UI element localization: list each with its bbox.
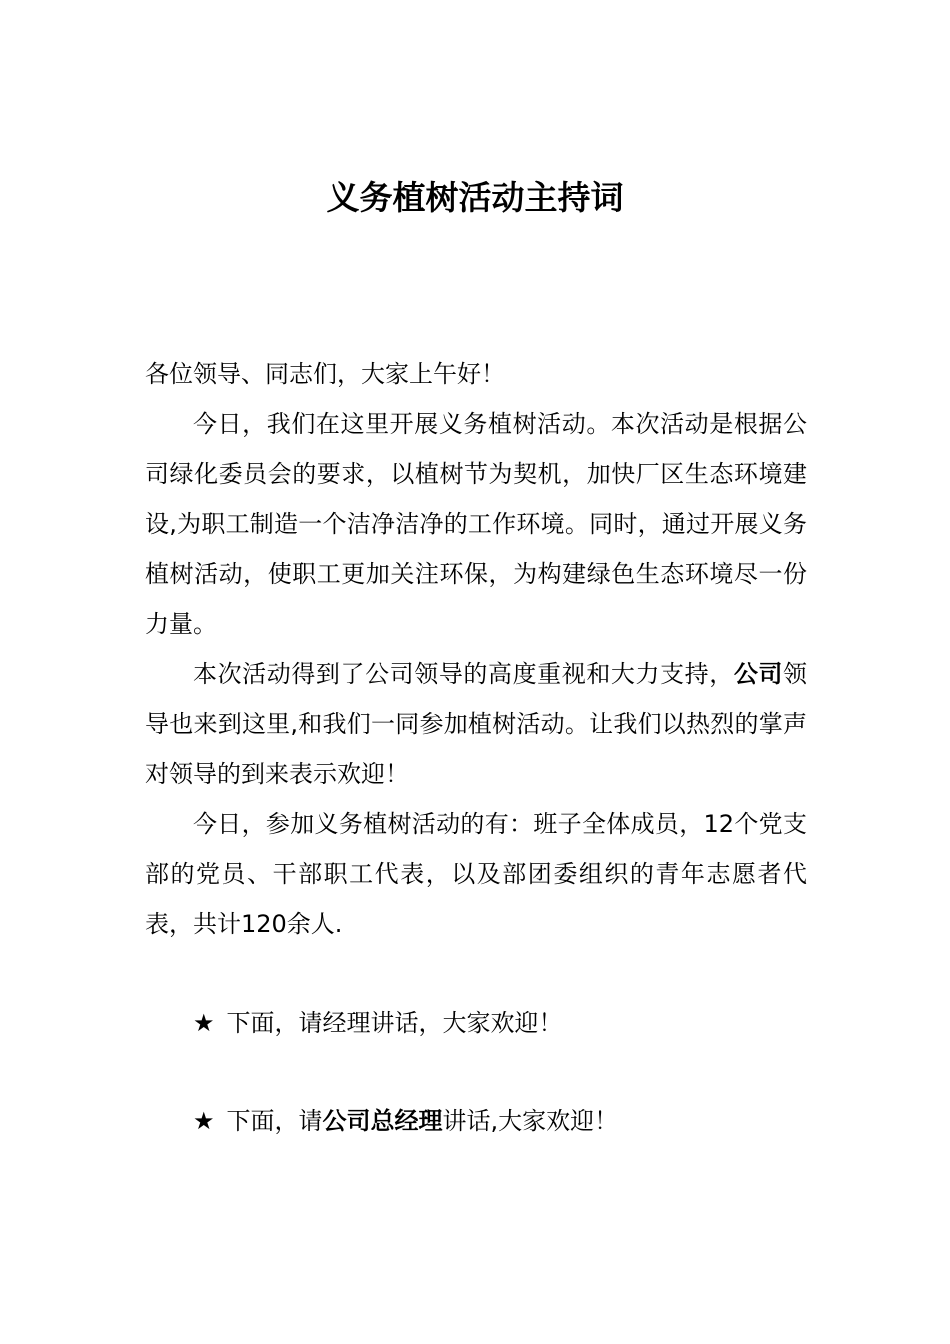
document-title: 义务植树活动主持词 [326, 178, 624, 217]
star-icon: ★ [193, 1107, 215, 1135]
star-icon: ★ [193, 1009, 215, 1037]
star-item-general-manager-speech [193, 1096, 618, 1146]
welcome-text-start: 本次活动得到了公司领导的高度重视和大力支持， [193, 660, 734, 688]
star-item-manager-speech [193, 998, 563, 1048]
star-item-bold-title: 公司总经理 [322, 1107, 443, 1135]
star-item-text-end: 讲话,大家欢迎！ [442, 1107, 619, 1135]
welcome-bold-company: 公司 [733, 660, 784, 688]
welcome-text-end: 领导也来到这里,和我们一同参加植树活动。让我们以热烈的掌声对领导的到来表示欢迎！ [145, 660, 808, 788]
star-item-text-start: 下面，请 [226, 1107, 323, 1135]
welcome-paragraph [145, 649, 807, 799]
star-item-text: 下面，请经理讲话，大家欢迎！ [226, 1009, 563, 1037]
participants-paragraph: 今日，参加义务植树活动的有：班子全体成员，12个党支部的党员、干部职工代表，以及部团委组织的青年志愿者代表，共计120余人. [145, 810, 807, 938]
intro-paragraph: 今日，我们在这里开展义务植树活动。本次活动是根据公司绿化委员会的要求，以植树节为契机，加快厂区生态环境建设,为职工制造一个洁净洁净的工作环境。同时，通过开展义务植树活动，使职工更加关注环保，为构建绿色生态环境尽一份力量。 [145, 410, 807, 638]
greeting-paragraph: 各位领导、同志们，大家上午好！ [145, 360, 505, 388]
